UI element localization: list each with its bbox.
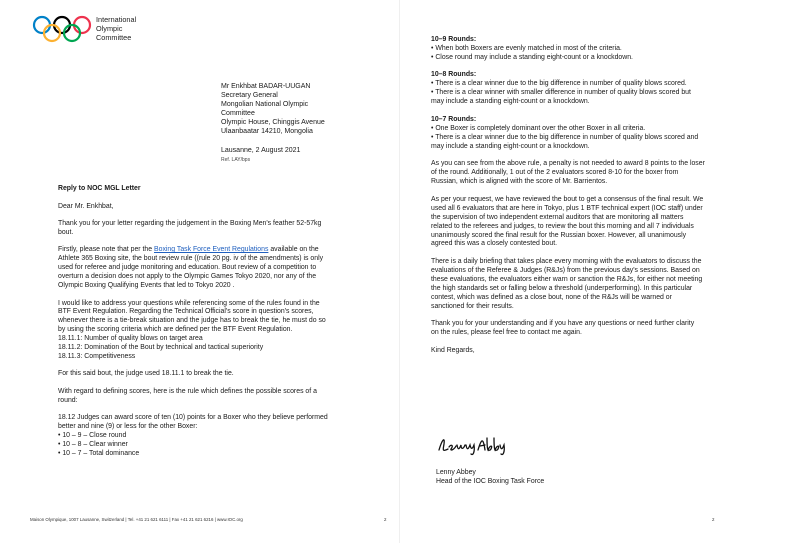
letter-body-left: [58, 185, 358, 459]
paragraph: Thank you for your letter regarding the judgement in the Boxing Men's feather 52-57kg bout.: [58, 220, 322, 236]
letter-date: Lausanne, 2 August 2021: [221, 147, 301, 154]
org-line: International: [96, 15, 137, 24]
paragraph: As per your request, we have reviewed the bout to get a consensus of the final result. We used all 6 evaluators that are here in Tokyo, plus 1 BTF technical expert (IOC staff) under the supervision of two independent external auditors that are monitoring all matters related to the referees and judges, to review the bout this morning and all 7 individuals unanimously scored the final result for the Russian boxer. However, all unanimously agreed this was a closely contested bout.: [431, 195, 704, 248]
footer-address: Maison Olympique, 1007 Lausanne, Switzerland | Tel. +41 21 621 6111 | Fax +41 21 621 6216 | www.IOC.org: [30, 517, 243, 522]
recipient-address: [221, 82, 381, 136]
olympic-rings-icon: [32, 15, 92, 43]
paragraph: 18.12 Judges can award score of ten (10) points for a Boxer who they believe performed better and nine (9) or less for the other Boxer: • 10 – 9 – Close round • 10 – 8 – Clear winner • 10 – 7 – Total dominance: [58, 414, 328, 457]
section-heading: 10–9 Rounds:: [431, 36, 477, 43]
letter-body-right: 10–9 Rounds: • When both Boxers are evenly matched in most of the criteria. • Close round may include a standing eight-count or a knockdown. 10–8 Rounds: • There is a clear winner due to the big difference in number of quality blows scored. • There is a clear winner with smaller difference in number of quality blows scored but may include a standing eight-count or a knockdown. 10–7 Rounds: • One Boxer is completely dominant over the other Boxer in all criteria. • There is a clear winner due to the big difference in number of quality blows scored and may include a standing eight-count or a knockdown. As you can see from the above rule, a penalty is not needed to award 8 points to the loser of the round. Additionally, 1 out of the 2 evaluators scored 8-10 for the boxer from Russian, which is aligned with the score of Mr. Barrientos. As per your request, we have reviewed the bout to get a consensus of the final result. We used all 6 evaluators that are here in Tokyo, plus 1 BTF technical expert (IOC staff) under the supervision of two independent external auditors that are monitoring all matters related to the referees and judges, to review the bout this morning and all 7 individuals unanimously scored the final result for the Russian boxer. However, all unanimously agreed this was a closely contested bout. There is a daily briefing that takes place every morning with the evaluators to discuss the evaluations of the Referee & Judges (R&Js) from the previous day's sessions. Based on these evaluations, the evaluators either warn or sanction the R&Js, for either not meeting the high standards set or falling below a threshold (underperforming). In this particular contest, which was defined as a close bout, none of the R&Js will be warned or sanctioned for their results. Thank you for your understanding and if you have any questions or need further clarity on the rules, please feel free to contact me again. Kind Regards,: [431, 36, 741, 356]
address-line: Mongolian National Olympic: [221, 101, 309, 108]
closing: Kind Regards,: [431, 346, 475, 354]
letter-reference: Ref. LAY/bps: [221, 157, 251, 163]
paragraph: Firstly, please note that per the Boxing Task Force Event Regulations available on the Athlete 365 Boxing site, the bout review rule ((rule 20 pg. iv of the amendments) is only used for referee and judge monitoring and education. Bout review of a competition to overturn a decision does not apply to the Olympic Games Tokyo 2020, nor any of the Olympic Boxing Qualifying Events that led to Tokyo 2020 .: [58, 246, 324, 290]
handwritten-signature: [436, 432, 506, 456]
address-line: Mr Enkhbat BADAR-UUGAN: [221, 83, 311, 90]
paragraph: As you can see from the above rule, a penalty is not needed to award 8 points to the loser of the round. Additionally, 1 out of the 2 evaluators scored 8-10 for the boxer from Russian, which is aligned with the score of Mr. Barrientos.: [431, 160, 705, 186]
address-line: Committee: [221, 110, 255, 117]
paragraph: Thank you for your understanding and if you have any questions or need further clarity on the rules, please feel free to contact me again.: [431, 320, 695, 337]
subject-line: Reply to NOC MGL Letter: [58, 185, 141, 192]
organization-name: [96, 15, 136, 42]
paragraph: I would like to address your questions while referencing some of the rules found in the BTF Event Regulation. Regarding the Technical Official's score in question's scores, whenever there is a tie-break situation and the judge has to break the tie, he must do so by using the scoring criteria which are defined per the BTF Event Regulation. 18.11.1: Number of quality blows on target area 18.11.2: Domination of the Bout by technical and tactical superiority 18.11.3: Competitiveness: [58, 299, 326, 360]
org-line: Olympic: [96, 24, 123, 33]
paragraph: With regard to defining scores, here is the rule which defines the possible scores of a round:: [58, 387, 317, 404]
regulations-link[interactable]: Boxing Task Force Event Regulations: [154, 246, 269, 254]
section-heading: 10–7 Rounds:: [431, 115, 477, 123]
page-number: 2: [712, 517, 715, 522]
address-line: Ulaanbaatar 14210, Mongolia: [221, 128, 313, 135]
paragraph: There is a daily briefing that takes place every morning with the evaluators to discuss the evaluations of the Referee & Judges (R&Js) from the previous day's sessions. Based on these evaluations, the evaluators either warn or sanction the R&Js, for either not meeting the high standards set or falling below a threshold (underperforming). In this particular contest, which was defined as a close bout, none of the R&Js will be warned or sanctioned for their results.: [431, 258, 703, 310]
signatory-title: Head of the IOC Boxing Task Force: [436, 478, 545, 485]
address-line: Secretary General: [221, 92, 278, 99]
signatory: [436, 468, 544, 486]
paragraph: For this said bout, the judge used 18.11.1 to break the tie.: [58, 370, 234, 378]
address-line: Olympic House, Chinggis Avenue: [221, 119, 325, 126]
section-heading: 10–8 Rounds:: [431, 71, 477, 79]
ioc-logo: [32, 13, 192, 45]
org-line: Committee: [96, 33, 132, 42]
signatory-name: Lenny Abbey: [436, 469, 476, 476]
letter-page-right: [400, 0, 800, 543]
page-number: 2: [384, 517, 387, 522]
salutation: Dear Mr. Enkhbat,: [58, 202, 114, 210]
